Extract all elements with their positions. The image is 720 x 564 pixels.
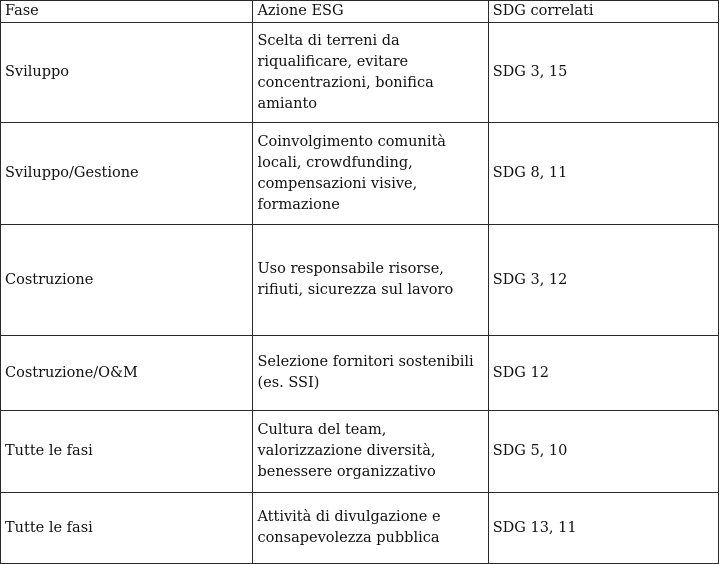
table-row (1, 225, 719, 336)
table-header (1, 1, 719, 23)
azione-line: (es. SSI) (257, 375, 320, 391)
sdg-cell: SDG 8, 11 (488, 123, 718, 225)
azione-line: benessere organizzativo (257, 464, 436, 480)
azione-line: formazione (257, 196, 340, 213)
fase-cell: Tutte le fasi (1, 411, 253, 493)
sdg-cell: SDG 3, 15 (488, 23, 718, 123)
fase-cell: Tutte le fasi (1, 493, 253, 564)
header-azione-esg: Azione ESG (253, 1, 488, 23)
table-body (1, 23, 719, 564)
azione-line: Uso responsabile risorse, (257, 261, 444, 277)
azione-line: concentrazioni, bonifica (257, 74, 434, 91)
fase-cell: Costruzione (1, 225, 253, 336)
azione-cell (253, 123, 488, 225)
sdg-cell: SDG 5, 10 (488, 411, 718, 493)
table-row (1, 23, 719, 123)
azione-line: compensazioni visive, (257, 175, 418, 192)
header-sdg-correlati: SDG correlati (488, 1, 718, 23)
azione-line: consapevolezza pubblica (257, 530, 440, 546)
header-row (1, 1, 719, 23)
sdg-cell: SDG 13, 11 (488, 493, 718, 564)
header-fase: Fase (1, 1, 253, 23)
azione-cell (253, 411, 488, 493)
azione-line: riqualificare, evitare (257, 53, 409, 70)
azione-line: Attività di divulgazione e (257, 509, 441, 525)
azione-cell (253, 336, 488, 411)
sdg-cell: SDG 12 (488, 336, 718, 411)
azione-cell (253, 493, 488, 564)
azione-cell (253, 225, 488, 336)
table-row (1, 411, 719, 493)
fase-cell: Sviluppo (1, 23, 253, 123)
table-row (1, 123, 719, 225)
azione-line: rifiuti, sicurezza sul lavoro (257, 282, 454, 298)
azione-line: Scelta di terreni da (257, 32, 400, 49)
azione-line: valorizzazione diversità, (257, 443, 436, 459)
azione-line: Selezione fornitori sostenibili (257, 354, 474, 370)
table-row (1, 493, 719, 564)
table-row (1, 336, 719, 411)
azione-line: locali, crowdfunding, (257, 154, 413, 171)
fase-cell: Costruzione/O&M (1, 336, 253, 411)
azione-line: Cultura del team, (257, 422, 387, 438)
azione-line: Coinvolgimento comunità (257, 133, 446, 150)
azione-cell (253, 23, 488, 123)
sdg-cell: SDG 3, 12 (488, 225, 718, 336)
azione-line: amianto (257, 95, 318, 112)
fase-cell: Sviluppo/Gestione (1, 123, 253, 225)
